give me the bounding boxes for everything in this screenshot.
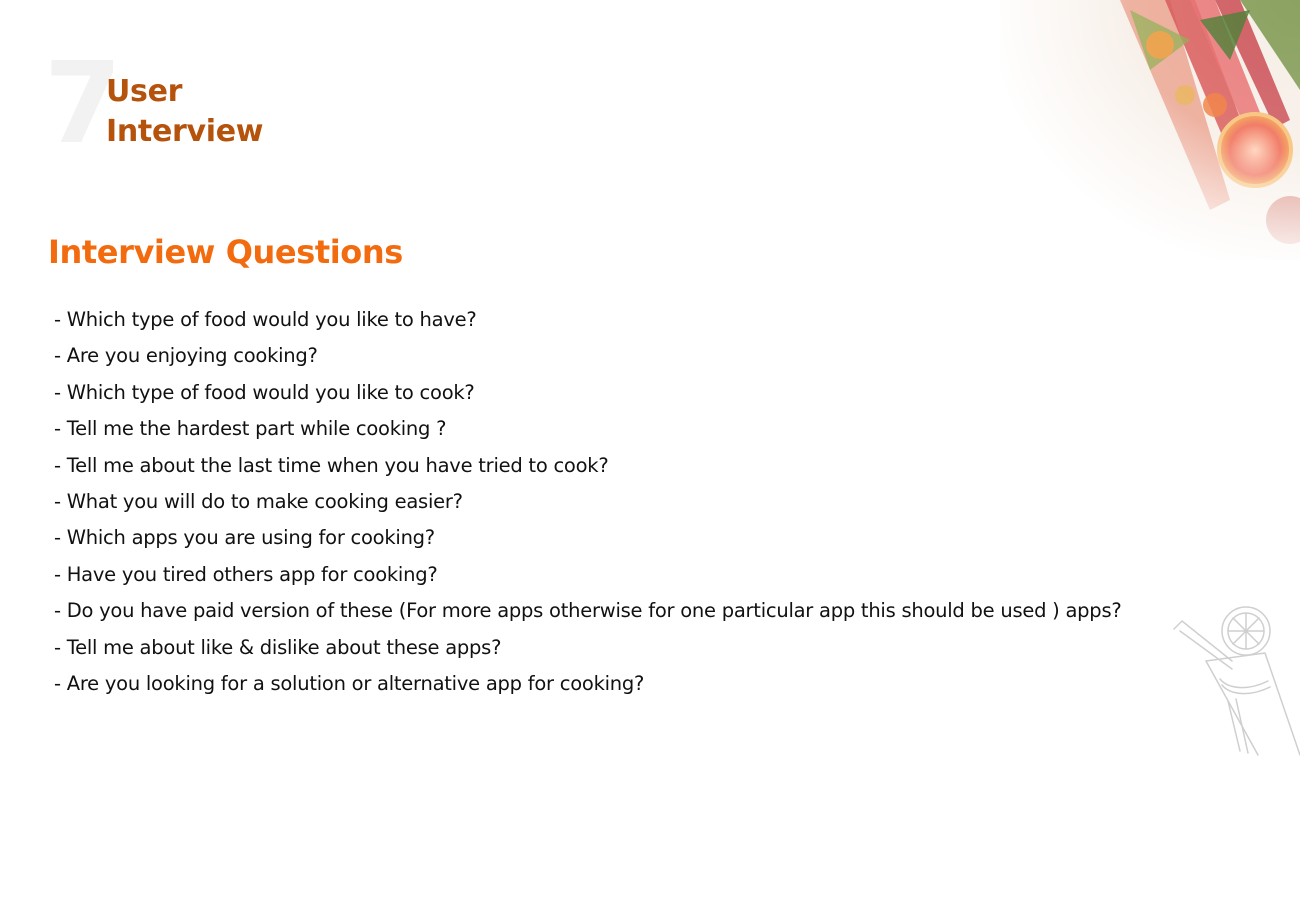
question-item: - Are you enjoying cooking? bbox=[54, 344, 318, 368]
section-title bbox=[106, 72, 263, 152]
question-item: - What you will do to make cooking easier? bbox=[54, 489, 463, 513]
section-title-line1: User bbox=[106, 74, 183, 109]
question-item: - Tell me about like & dislike about these apps? bbox=[54, 635, 502, 659]
question-item: - Do you have paid version of these (For more apps otherwise for one particular app this should be used ) apps? bbox=[54, 599, 1122, 623]
question-item: - Which type of food would you like to have? bbox=[54, 308, 477, 331]
section-number: 7 bbox=[44, 39, 122, 169]
question-item: - Have you tired others app for cooking? bbox=[54, 562, 438, 586]
question-list bbox=[54, 304, 1142, 704]
question-item: - Which apps you are using for cooking? bbox=[54, 526, 435, 550]
question-item: - Which type of food would you like to cook? bbox=[54, 380, 475, 404]
drink-glass-icon bbox=[1170, 605, 1300, 757]
question-item: - Tell me about the last time when you have tried to cook? bbox=[54, 453, 609, 477]
section-title-line2: Interview bbox=[106, 114, 264, 149]
question-item: - Tell me the hardest part while cooking ? bbox=[54, 417, 447, 441]
question-item: - Are you looking for a solution or alternative app for cooking? bbox=[54, 671, 645, 695]
interview-questions-heading: Interview Questions bbox=[48, 233, 403, 271]
vegetables-photo bbox=[1000, 0, 1300, 260]
